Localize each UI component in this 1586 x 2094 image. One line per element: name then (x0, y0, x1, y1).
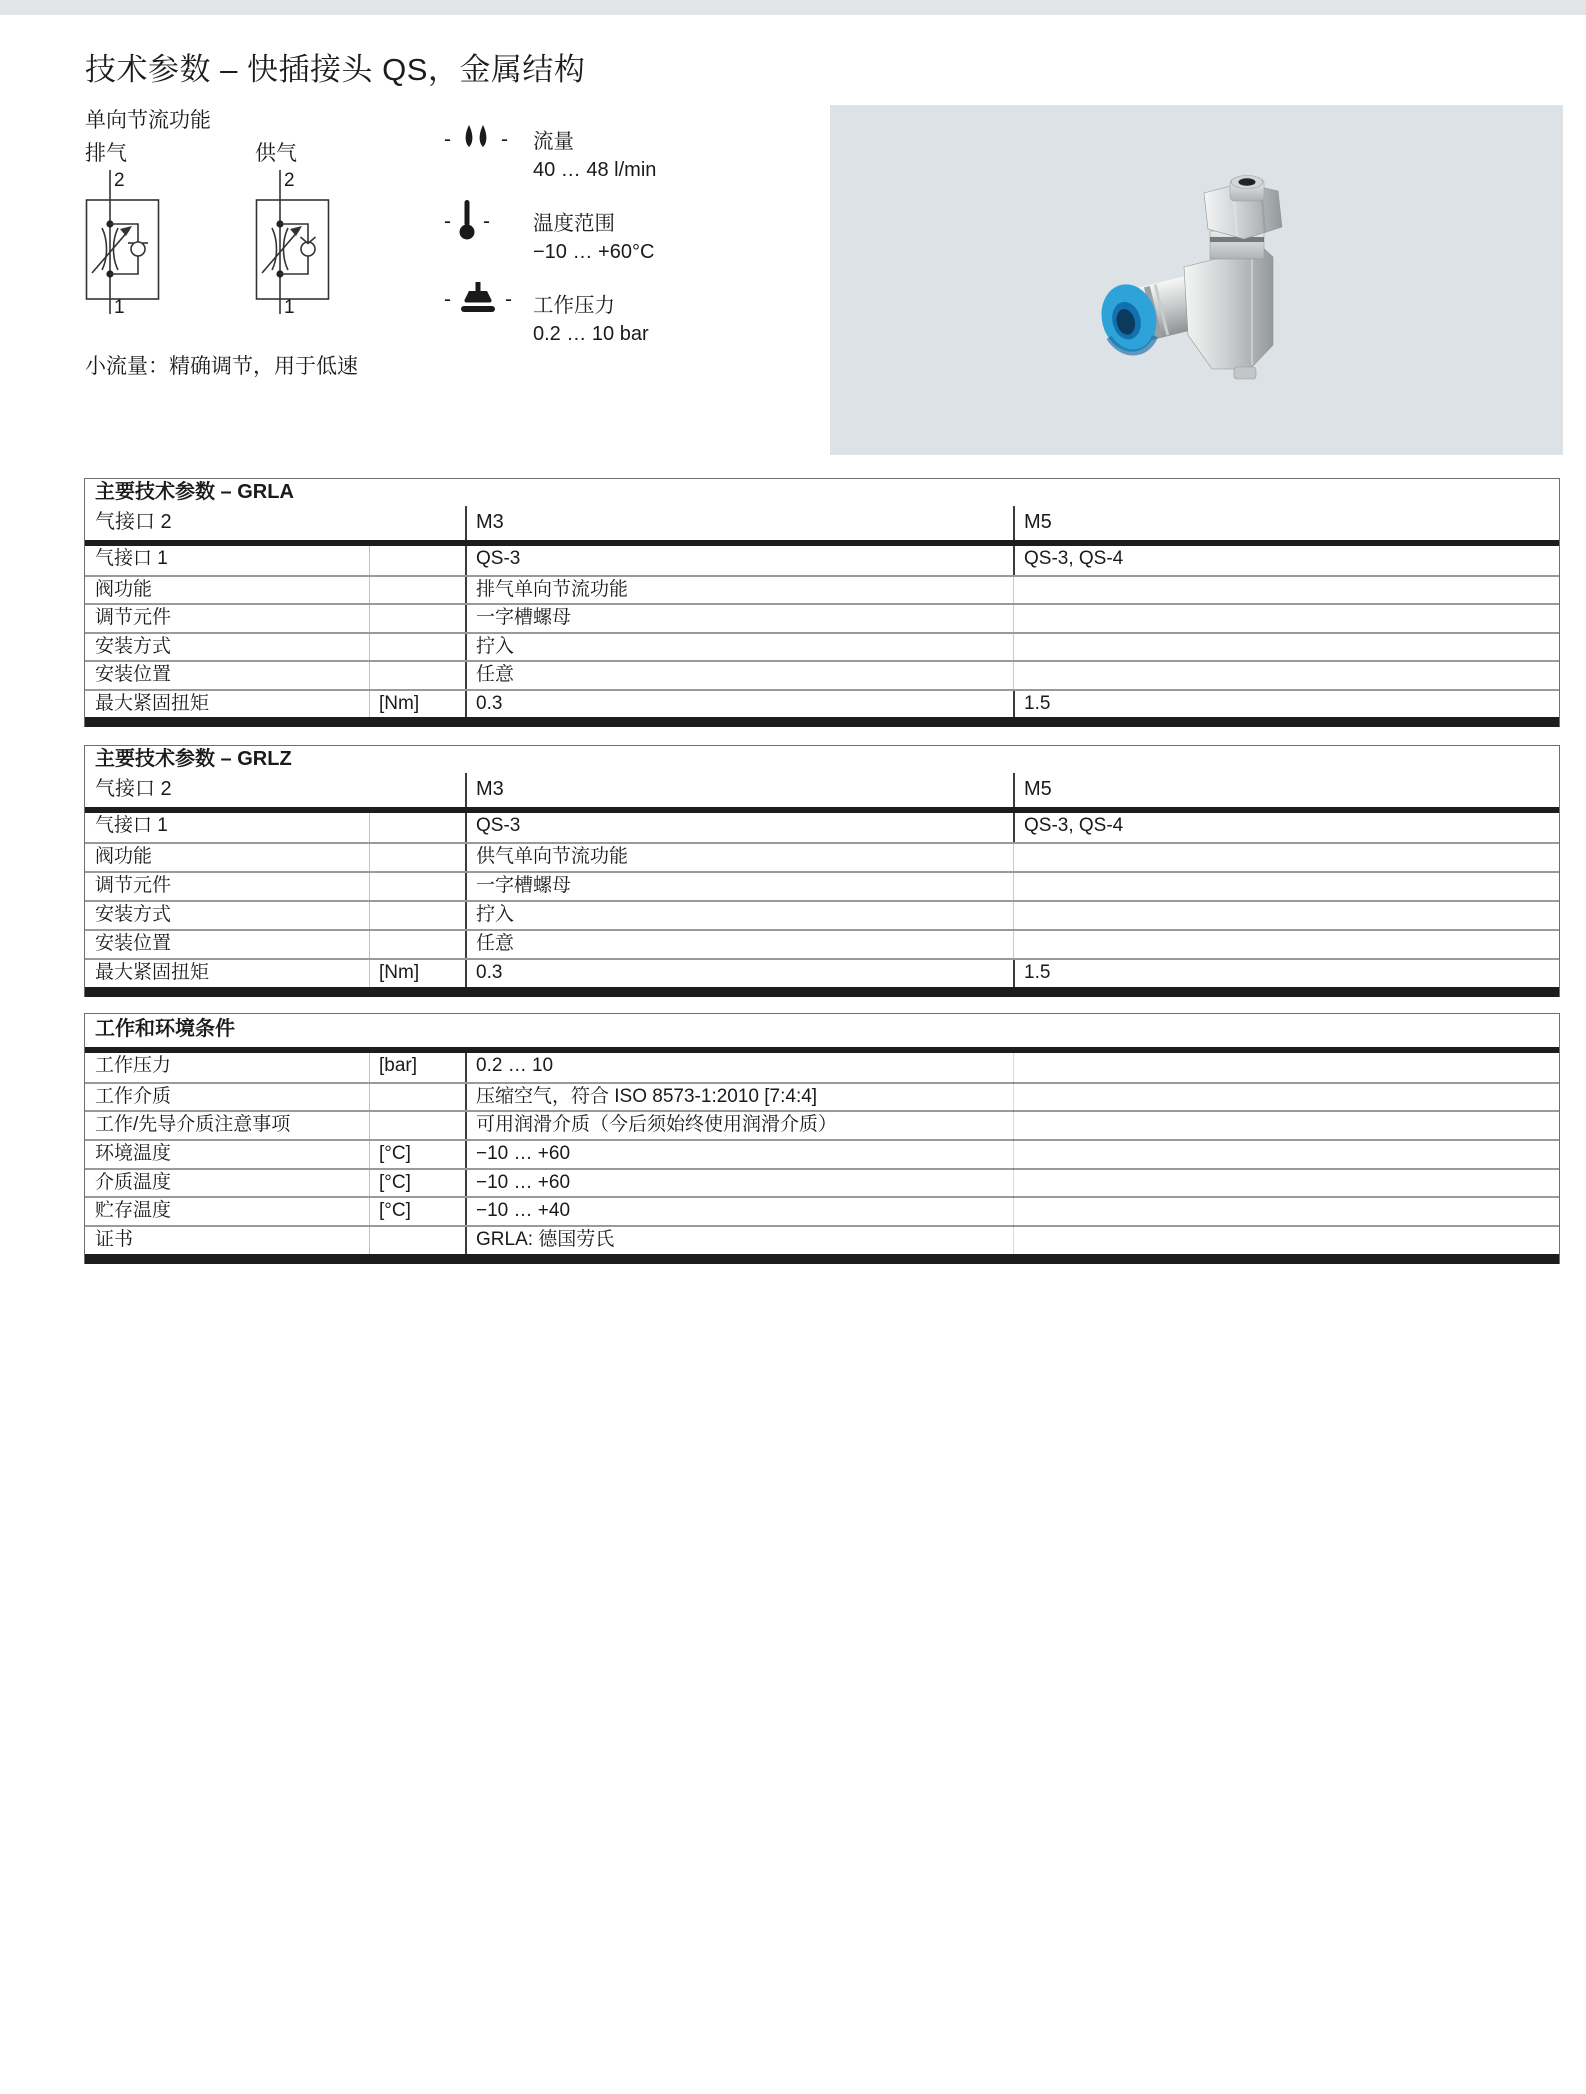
row-value-m5: QS-3, QS-4 (1013, 813, 1559, 842)
page-top-band (0, 0, 1586, 15)
dash: - (505, 288, 512, 311)
table-grla (84, 478, 1560, 727)
header-label-cell: 气接口 2 (95, 511, 172, 533)
row-unit (369, 577, 465, 604)
table-title: 主要技术参数 – GRLA (95, 481, 294, 503)
row-value-m5: 1.5 (1013, 960, 1559, 987)
row-value: 0.2 … 10 (465, 1053, 1559, 1082)
row-value-m5 (1013, 662, 1559, 689)
page-title: 技术参数 – 快插接头 QS，金属结构 (85, 52, 586, 87)
spec-row-temperature (444, 202, 490, 242)
row-label: 工作压力 (95, 1055, 172, 1076)
table-row (85, 1082, 1559, 1111)
row-value-m3: 排气单向节流功能 (465, 577, 1013, 604)
row-value-m3: 一字槽螺母 (465, 605, 1013, 632)
row-value-m5 (1013, 634, 1559, 661)
spec-row-pressure (444, 280, 512, 320)
row-label: 贮存温度 (95, 1200, 172, 1222)
table-row (85, 632, 1559, 661)
row-label: 最大紧固扭矩 (95, 692, 210, 714)
table-row (85, 929, 1559, 958)
row-label: 阀功能 (95, 578, 153, 600)
row-label: 气接口 1 (95, 548, 168, 569)
row-label: 工作/先导介质注意事项 (95, 1114, 291, 1136)
table-grlz (84, 745, 1560, 997)
product-image-fitting (1092, 175, 1302, 383)
table-row (85, 689, 1559, 718)
table-row (85, 603, 1559, 632)
header-label-cell: 气接口 2 (95, 778, 172, 800)
table-row (85, 546, 1559, 575)
row-value-m3: 0.3 (465, 960, 1013, 987)
row-value-m3: 供气单向节流功能 (465, 844, 1013, 871)
row-value: 可用润滑介质（今后须始终使用润滑介质） (465, 1112, 1559, 1139)
row-unit (369, 1112, 465, 1139)
row-value-m5 (1013, 931, 1559, 958)
row-label: 安装位置 (95, 933, 172, 954)
row-label: 安装方式 (95, 635, 172, 657)
dash: - (483, 210, 490, 233)
table-bottom-bar (85, 1254, 1559, 1264)
temperature-icon (458, 199, 476, 246)
row-label: 工作介质 (95, 1085, 172, 1107)
spec-label: 工作压力 (533, 294, 615, 317)
row-unit (369, 844, 465, 871)
row-unit (369, 1084, 465, 1111)
row-value-m3: 拧入 (465, 902, 1013, 929)
row-label: 安装位置 (95, 664, 172, 685)
table-row (85, 660, 1559, 689)
spec-label: 温度范围 (533, 212, 615, 235)
header-m5-cell: M5 (1013, 773, 1559, 807)
table-row (85, 1196, 1559, 1225)
row-label: 阀功能 (95, 846, 153, 867)
row-value-m5 (1013, 873, 1559, 900)
row-value-m5 (1013, 844, 1559, 871)
table-title: 工作和环境条件 (95, 1018, 235, 1040)
product-photo-panel (830, 105, 1563, 455)
flow-icon (458, 124, 494, 157)
row-value-m5 (1013, 605, 1559, 632)
row-unit (369, 662, 465, 689)
row-unit: [°C] (369, 1141, 465, 1168)
supply-label: 供气 (255, 142, 297, 165)
header-m5-cell: M5 (1013, 506, 1559, 540)
row-label: 证书 (95, 1229, 134, 1251)
table-row (85, 900, 1559, 929)
row-unit (369, 813, 465, 842)
row-value-m5: QS-3, QS-4 (1013, 546, 1559, 575)
spec-value: 0.2 … 10 bar (533, 323, 649, 345)
row-label: 环境温度 (95, 1143, 172, 1165)
table-row (85, 871, 1559, 900)
table-row (85, 575, 1559, 604)
table-row (85, 842, 1559, 871)
pressure-icon (458, 282, 498, 319)
table-row (85, 813, 1559, 842)
spec-row-flow (444, 120, 508, 160)
row-label: 调节元件 (95, 875, 172, 896)
row-unit: [Nm] (369, 691, 465, 718)
row-value-m3: 一字槽螺母 (465, 873, 1013, 900)
row-unit (369, 902, 465, 929)
function-label: 单向节流功能 (85, 109, 211, 132)
row-unit: [°C] (369, 1198, 465, 1225)
row-label: 最大紧固扭矩 (95, 962, 210, 983)
row-unit (369, 1227, 465, 1254)
table-row (85, 1139, 1559, 1168)
flow-note: 小流量：精确调节，用于低速 (85, 355, 358, 378)
spec-value: −10 … +60°C (533, 241, 655, 263)
header-m3-cell: M3 (465, 773, 1013, 807)
table-operating-conditions (84, 1013, 1560, 1264)
row-value-m3: QS-3 (465, 546, 1013, 575)
table-row (85, 1225, 1559, 1254)
table-title: 主要技术参数 – GRLZ (95, 748, 292, 770)
row-value-m5: 1.5 (1013, 691, 1559, 718)
table-header-row (85, 773, 1559, 807)
table-bottom-bar (85, 717, 1559, 727)
row-value: 压缩空气，符合 ISO 8573-1:2010 [7:4:4] (465, 1084, 1559, 1111)
row-value-m5 (1013, 577, 1559, 604)
table-header-row (85, 506, 1559, 540)
spec-value: 40 … 48 l/min (533, 159, 657, 181)
port-2-label: 2 (114, 170, 125, 191)
row-value: −10 … +60 (465, 1141, 1559, 1168)
dash: - (444, 288, 451, 311)
row-unit (369, 873, 465, 900)
table-row (85, 1053, 1559, 1082)
row-label: 安装方式 (95, 904, 172, 925)
dash: - (444, 128, 451, 151)
dash: - (444, 210, 451, 233)
spec-label: 流量 (533, 130, 574, 153)
column-divider-faint (1013, 1053, 1014, 1254)
table-row (85, 1168, 1559, 1197)
row-value: GRLA: 德国劳氏 (465, 1227, 1559, 1254)
row-label: 调节元件 (95, 607, 172, 628)
dash: - (501, 128, 508, 151)
port-1-label: 1 (114, 297, 125, 318)
port-1-label: 1 (284, 297, 295, 318)
row-value: −10 … +40 (465, 1198, 1559, 1225)
table-row (85, 958, 1559, 987)
row-unit: [bar] (369, 1053, 465, 1082)
row-value: −10 … +60 (465, 1170, 1559, 1197)
row-label: 介质温度 (95, 1171, 172, 1193)
row-unit (369, 605, 465, 632)
table-bottom-bar (85, 987, 1559, 997)
row-unit: [Nm] (369, 960, 465, 987)
table-row (85, 1110, 1559, 1139)
row-value-m3: 0.3 (465, 691, 1013, 718)
row-value-m3: 任意 (465, 662, 1013, 689)
port-2-label: 2 (284, 170, 295, 191)
row-unit (369, 634, 465, 661)
row-unit: [°C] (369, 1170, 465, 1197)
row-unit (369, 931, 465, 958)
row-value-m3: 拧入 (465, 634, 1013, 661)
exhaust-label: 排气 (85, 142, 127, 165)
header-m3-cell: M3 (465, 506, 1013, 540)
row-value-m3: QS-3 (465, 813, 1013, 842)
row-value-m3: 任意 (465, 931, 1013, 958)
row-unit (369, 546, 465, 575)
row-value-m5 (1013, 902, 1559, 929)
row-label: 气接口 1 (95, 815, 168, 836)
